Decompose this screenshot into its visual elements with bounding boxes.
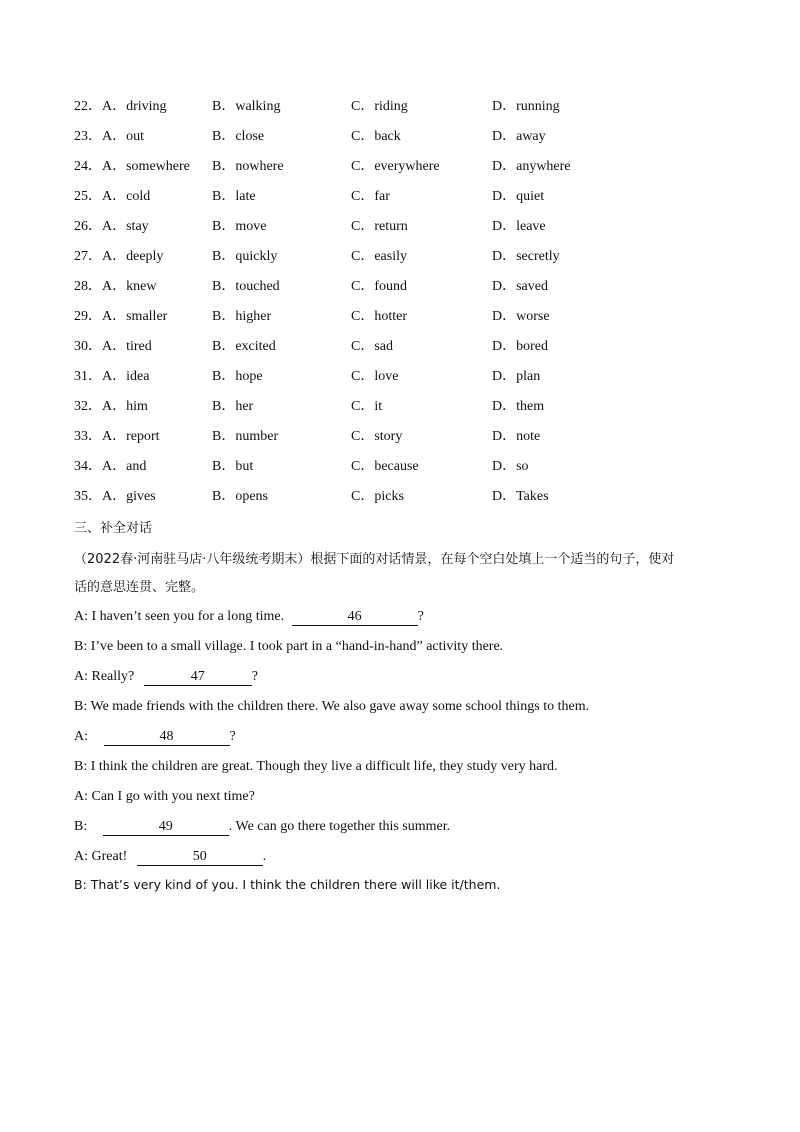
option-a: 26．A．stay: [74, 219, 149, 234]
dialogue-line-3: [74, 666, 258, 688]
dialogue-text: A: Great!: [74, 849, 128, 864]
option-c: C．found: [351, 279, 407, 294]
dialogue-punct: ?: [417, 609, 424, 624]
question-row-22: [74, 96, 734, 126]
option-b: B．close: [212, 129, 265, 144]
dialogue-punct: ?: [229, 729, 236, 744]
option-c: C．return: [351, 219, 408, 234]
option-a: 32．A．him: [74, 399, 148, 414]
option-a: 24．A．somewhere: [74, 159, 190, 174]
option-a: 28．A．knew: [74, 279, 157, 294]
dialogue-text: . We can go there together this summer.: [228, 819, 451, 834]
option-c: C．love: [351, 369, 399, 384]
question-row-35: [74, 486, 734, 516]
dialogue-line-2: B: I’ve been to a small village. I took part in a “hand-in-hand” activity there.: [74, 639, 504, 654]
dialogue-line-8: [74, 816, 450, 838]
instructions-line-2: 话的意思连贯、完整。: [74, 580, 205, 595]
option-c: C．everywhere: [351, 159, 440, 174]
question-row-27: [74, 246, 734, 276]
dialogue-line-6: B: I think the children are great. Though they live a difficult life, they study very hard.: [74, 759, 558, 774]
option-c: C．picks: [351, 489, 404, 504]
option-d: D．saved: [492, 279, 548, 294]
question-row-30: [74, 336, 734, 366]
choice-options-list: [74, 96, 734, 516]
question-row-26: [74, 216, 734, 246]
option-b: B．opens: [212, 489, 268, 504]
option-b: B．late: [212, 189, 256, 204]
instructions-line-1: （2022春·河南驻马店·八年级统考期末）根据下面的对话情景，在每个空白处填上一个适当的句子，使对: [74, 552, 675, 567]
dialogue-text: B:: [74, 819, 88, 834]
option-d: D．running: [492, 99, 560, 114]
question-row-28: [74, 276, 734, 306]
question-row-33: [74, 426, 734, 456]
option-b: B．her: [212, 399, 254, 414]
dialogue-line-10: B: That’s very kind of you. I think the children there will like it/them.: [74, 877, 501, 892]
option-b: B．but: [212, 459, 254, 474]
section-title: 三、补全对话: [74, 521, 153, 536]
option-d: D．away: [492, 129, 546, 144]
option-b: B．touched: [212, 279, 280, 294]
dialogue-text: A: I haven’t seen you for a long time.: [74, 609, 285, 624]
option-b: B．nowhere: [212, 159, 284, 174]
option-c: C．it: [351, 399, 383, 414]
option-d: D．bored: [492, 339, 548, 354]
option-a: 33．A．report: [74, 429, 160, 444]
option-d: D．secretly: [492, 249, 560, 264]
option-d: D．them: [492, 399, 545, 414]
option-c: C．hotter: [351, 309, 407, 324]
option-b: B．number: [212, 429, 279, 444]
option-a: 22．A．driving: [74, 99, 167, 114]
question-row-31: [74, 366, 734, 396]
option-c: C．back: [351, 129, 401, 144]
answer-blank-47[interactable]: 47: [144, 669, 252, 686]
option-d: D．Takes: [492, 489, 549, 504]
option-d: D．quiet: [492, 189, 545, 204]
option-d: D．so: [492, 459, 529, 474]
option-c: C．because: [351, 459, 419, 474]
dialogue-line-9: [74, 846, 266, 868]
option-a: 35．A．gives: [74, 489, 156, 504]
question-row-34: [74, 456, 734, 486]
option-d: D．plan: [492, 369, 541, 384]
dialogue-line-5: [74, 726, 236, 748]
answer-blank-49[interactable]: 49: [103, 819, 229, 836]
option-c: C．riding: [351, 99, 408, 114]
section-instructions: [74, 546, 734, 602]
option-a: 23．A．out: [74, 129, 144, 144]
dialogue-line-4: B: We made friends with the children there. We also gave away some school things to them.: [74, 699, 590, 714]
option-b: B．quickly: [212, 249, 278, 264]
option-d: D．note: [492, 429, 541, 444]
question-row-29: [74, 306, 734, 336]
option-d: D．leave: [492, 219, 546, 234]
option-d: D．anywhere: [492, 159, 571, 174]
question-row-32: [74, 396, 734, 426]
option-c: C．easily: [351, 249, 407, 264]
option-a: 34．A．and: [74, 459, 147, 474]
option-b: B．move: [212, 219, 267, 234]
question-row-24: [74, 156, 734, 186]
option-a: 27．A．deeply: [74, 249, 164, 264]
question-row-25: [74, 186, 734, 216]
option-b: B．hope: [212, 369, 263, 384]
option-b: B．higher: [212, 309, 272, 324]
dialogue-punct: ?: [251, 669, 258, 684]
answer-blank-46[interactable]: 46: [292, 609, 418, 626]
dialogue-line-1: [74, 606, 424, 628]
answer-blank-50[interactable]: 50: [137, 849, 263, 866]
option-c: C．story: [351, 429, 403, 444]
dialogue-punct: .: [262, 849, 267, 864]
option-c: C．far: [351, 189, 390, 204]
option-d: D．worse: [492, 309, 550, 324]
dialogue-text: A: Really?: [74, 669, 135, 684]
answer-blank-48[interactable]: 48: [104, 729, 230, 746]
option-a: 29．A．smaller: [74, 309, 168, 324]
dialogue-text: A:: [74, 729, 88, 744]
dialogue-line-7: A: Can I go with you next time?: [74, 789, 255, 804]
option-a: 30．A．tired: [74, 339, 152, 354]
option-b: B．excited: [212, 339, 276, 354]
option-a: 25．A．cold: [74, 189, 151, 204]
option-c: C．sad: [351, 339, 393, 354]
option-a: 31．A．idea: [74, 369, 150, 384]
option-b: B．walking: [212, 99, 281, 114]
question-row-23: [74, 126, 734, 156]
